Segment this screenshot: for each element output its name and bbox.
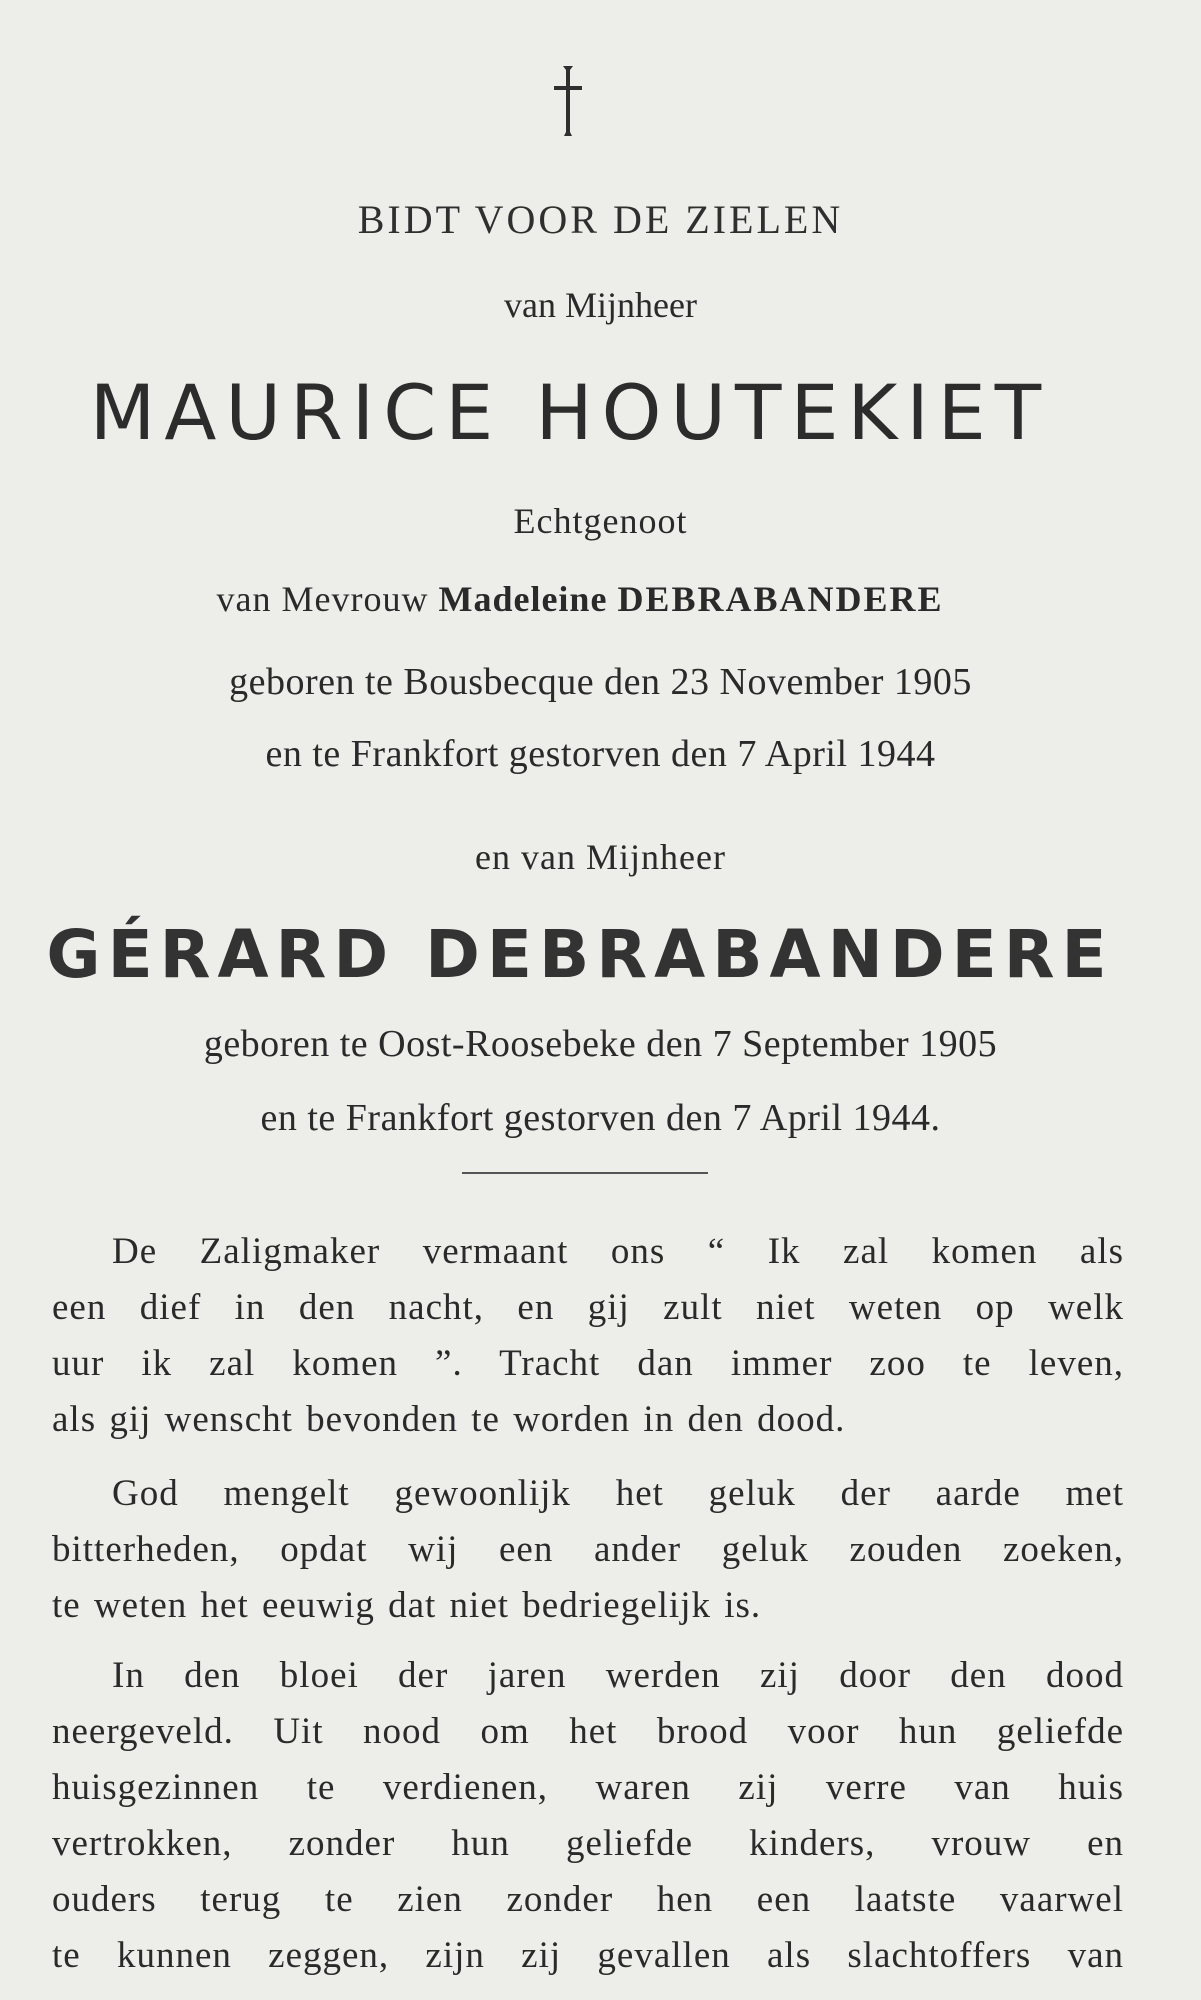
spouse-prefix: van Mevrouw: [216, 579, 429, 619]
spouse-lastname: DEBRABANDERE: [617, 579, 944, 619]
paragraph-line: neergeveld. Uit nood om het brood voor hun geliefde: [52, 1711, 1124, 1752]
paragraph-line: vertrokken, zonder hun geliefde kinders, vrouw en: [52, 1823, 1124, 1864]
paragraph-2: [52, 1466, 1124, 1634]
paragraph-line: bitterheden, opdat wij een ander geluk zouden zoeken,: [52, 1529, 1124, 1570]
divider: [462, 1172, 708, 1174]
second-intro: en van Mijnheer: [475, 837, 726, 877]
first-death-line: en te Frankfort gestorven den 7 April 1944: [265, 733, 936, 775]
paragraph-line: ouders terug te zien zonder hen een laatste vaarwel: [52, 1879, 1124, 1920]
paragraph-1: [52, 1224, 1124, 1448]
paragraph-3: [52, 1648, 1124, 1984]
second-death-line: en te Frankfort gestorven den 7 April 1944.: [260, 1097, 941, 1139]
first-intro: van Mijnheer: [504, 285, 697, 325]
second-deceased-name: GÉRARD DEBRABANDERE: [46, 916, 1114, 993]
spouse-firstname: Madeleine: [438, 579, 608, 619]
paragraph-line: uur ik zal komen ”. Tracht dan immer zoo te leven,: [52, 1343, 1124, 1384]
paragraph-line: te kunnen zeggen, zijn zij gevallen als slachtoffers van: [52, 1935, 1124, 1976]
first-birth-line: geboren te Bousbecque den 23 November 1905: [229, 661, 972, 703]
first-relation: Echtgenoot: [513, 501, 688, 541]
paragraph-line: In den bloei der jaren werden zij door den dood: [112, 1655, 1124, 1696]
second-birth-line: geboren te Oost-Roosebeke den 7 September 1905: [203, 1023, 998, 1065]
paragraph-line: als gij wenscht bevonden te worden in den dood.: [52, 1399, 846, 1440]
paragraph-line: te weten het eeuwig dat niet bedriegelijk is.: [52, 1585, 762, 1626]
paragraph-line: een dief in den nacht, en gij zult niet weten op welk: [52, 1287, 1124, 1328]
first-deceased-name: MAURICE HOUTEKIET: [89, 368, 1051, 457]
paragraph-line: God mengelt gewoonlijk het geluk der aarde met: [112, 1473, 1124, 1514]
prayer-heading: BIDT VOOR DE ZIELEN: [357, 197, 844, 242]
spouse-line: [100, 578, 1060, 620]
paragraph-line: huisgezinnen te verdienen, waren zij verre van huis: [52, 1767, 1124, 1808]
cross-icon: [550, 62, 586, 140]
paragraph-line: De Zaligmaker vermaant ons “ Ik zal komen als: [112, 1231, 1124, 1272]
